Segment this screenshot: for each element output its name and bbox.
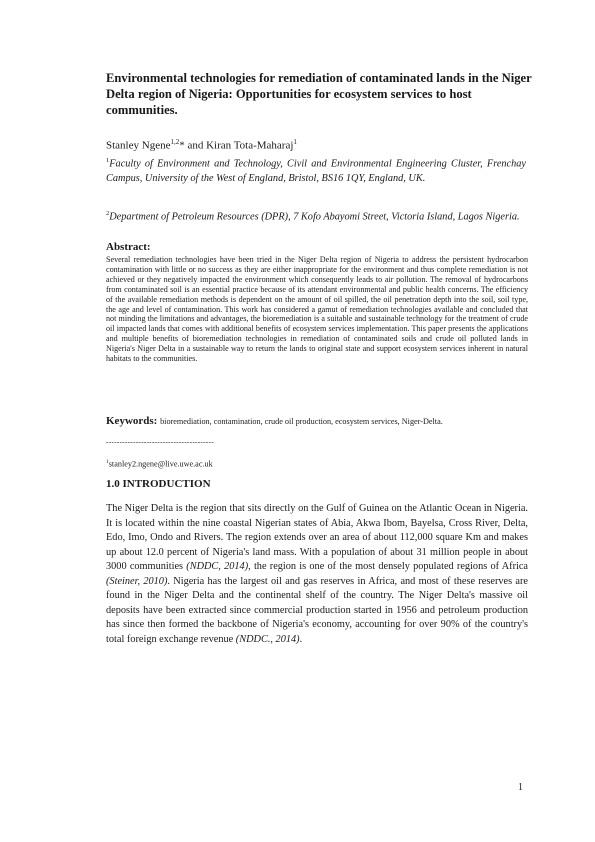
- author-conjunction: and: [184, 139, 207, 152]
- affiliation-2: [106, 207, 526, 225]
- intro-text-1: The Niger Delta is the region that sits directly on the Gulf of Guinea on the Atlantic Ocean in Nigeria. It is located within the nine coastal Nigerian states of Abia, Akwa Ibom, Bayelsa, Cross River, Delta, Edo, Imo, Ondo and Rivers. The region extends over an area of about 112,000 square Km and makes up about 12.0 percent of Nigeria's land mass. With a population of about 31 million people in about 3000 communities: [106, 503, 528, 572]
- section-heading-introduction: 1.0 INTRODUCTION: [106, 478, 211, 490]
- corresponding-author-star: *: [179, 139, 185, 152]
- citation-steiner-2010: (Steiner, 2010): [106, 575, 168, 587]
- affiliation-1: [106, 154, 526, 186]
- footnote-mark: 1: [106, 459, 109, 465]
- footnote-email: [106, 459, 213, 469]
- citation-nddc-2014b: (NDDC., 2014): [235, 633, 300, 645]
- intro-text-3: . Nigeria has the largest oil and gas reserves in Africa, and most of these reserves are found in the Niger Delta and the continental shelf of the country. The Niger Delta's massive oil deposits have been extracted since commercial production started in 1956 and petroleum production has since then formed the backbone of Nigeria's economy, accounting for over 90% of the country's total foreign exchange revenue: [106, 575, 528, 645]
- abstract-heading: Abstract:: [106, 241, 151, 253]
- affiliation-2-mark: 2: [106, 210, 110, 217]
- intro-text-2: , the region is one of the most densely populated regions of Africa: [248, 561, 528, 572]
- keywords-line: [106, 415, 443, 427]
- author-2-name: Kiran Tota-Maharaj: [206, 139, 294, 152]
- introduction-paragraph: [106, 502, 528, 647]
- page-number: 1: [518, 782, 523, 793]
- email-address: stanley2.ngene@live.uwe.ac.uk: [108, 459, 213, 469]
- author-line: [106, 138, 297, 152]
- intro-text-4: .: [299, 633, 303, 645]
- footnote-rule: ----------------------------------------: [106, 437, 214, 446]
- citation-nddc-2014: (NDDC, 2014): [186, 561, 249, 572]
- author-1-name: Stanley Ngene: [106, 139, 171, 152]
- affiliation-2-text: Department of Petroleum Resources (DPR), 7 Kofo Abayomi Street, Victoria Island, Lagos Nigeria.: [109, 211, 520, 223]
- author-2-affiliation-mark: 1: [293, 138, 297, 146]
- keywords-text: bioremediation, contamination, crude oil production, ecosystem services, Niger-Delta.: [160, 417, 443, 426]
- paper-title: Environmental technologies for remediation of contaminated lands in the Niger Delta region of Nigeria: Opportunities for ecosystem services to host communities.: [106, 71, 532, 117]
- abstract-body: Several remediation technologies have been tried in the Niger Delta region of Nigeria to address the persistent hydrocarbon contamination with little or no success as they are either inappropriate for the environment and thus complete remediation is not achieved or they negatively impacted the environment which consequently leads to air pollution. The removal of hydrocarbons from contaminated soil is an essential practice because of its attendant environmental and public health concerns. The efficiency of the available remediation methods is dependent on the amount of oil spilled, the oil penetration depth into the soil, soil type, the age and level of contamination. This work has considered a gamut of remediation technologies available and concluded that not minding the limitations and advantages, the bioremediation is a suitable and sustainable technology for the treatment of crude oil impacted lands that comes with additional benefits of ecosystem services implementation. This paper presents the applications and multiple benefits of bioremediation technologies in remediation of contaminated soils and crude oil polluted lands in Nigeria's Niger Delta in a sustainable way to return the lands to original state and support ecosystem services inherent in natural habitats to the communities.: [106, 255, 528, 364]
- keywords-heading: Keywords:: [106, 415, 161, 427]
- affiliation-1-mark: 1: [106, 157, 110, 164]
- author-1-affiliation-mark: 1,2: [170, 138, 180, 146]
- affiliation-1-text: Faculty of Environment and Technology, Civil and Environmental Engineering Cluster, Frenchay Campus, University of the West of England, Bristol, BS16 1QY, England, UK.: [106, 158, 526, 184]
